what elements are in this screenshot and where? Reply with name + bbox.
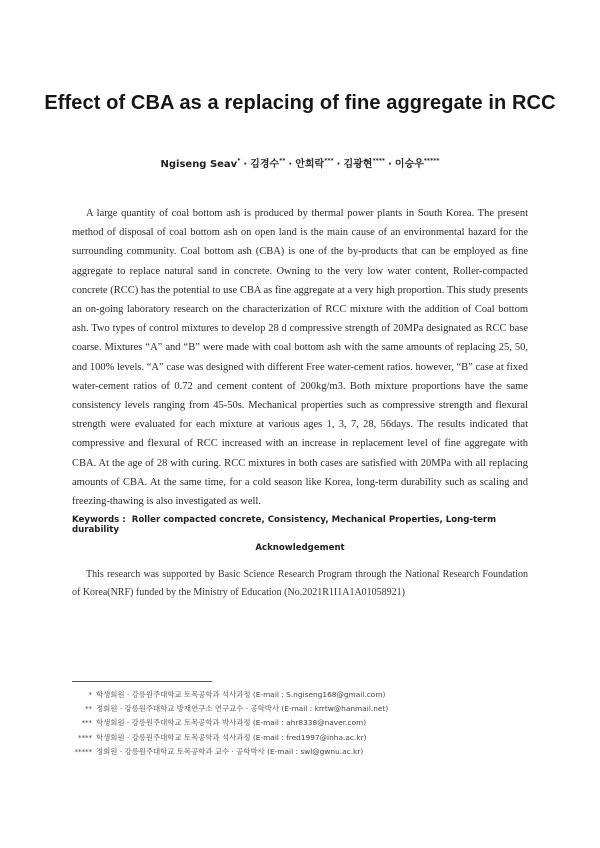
author-mark: *****	[423, 157, 440, 165]
footnote-list	[72, 688, 528, 759]
footnote-mark: ***	[81, 719, 92, 728]
footnote-divider	[72, 681, 212, 682]
keywords-label: Keywords :	[72, 515, 126, 525]
footnote-item	[72, 688, 528, 702]
footnote-mark: **	[85, 705, 92, 714]
author-mark: ****	[372, 157, 385, 165]
footnote-text: 정회원 · 강릉원주대학교 방재연구소 연구교수 · 공학박사 (E-mail : krrtw@hanmail.net)	[96, 704, 389, 714]
footnote-text: 학생회원 · 강릉원주대학교 토목공학과 석사과정 (E-mail : fred1997@inha.ac.kr)	[96, 732, 367, 742]
footnote-item	[72, 731, 528, 745]
author-separator: ·	[243, 159, 248, 170]
footnote-mark: *****	[74, 747, 92, 756]
author	[395, 159, 440, 170]
author	[161, 159, 241, 170]
author	[250, 159, 285, 170]
author-mark: ***	[324, 157, 334, 165]
footnote-item	[72, 716, 528, 730]
author-name: Ngiseng Seav	[160, 159, 238, 170]
keywords-text: Roller compacted concrete, Consistency, Mechanical Properties, Long-term durability	[72, 515, 497, 535]
abstract-paragraph: A large quantity of coal bottom ash is produced by thermal power plants in South Korea. The present method of disposal of coal bottom ash on open land is the main cause of an environmental hazard for the surrounding community. Coal bottom ash (CBA) is one of the by-products that can be employed as fine aggregate to replace natural sand in concrete. Owning to the very low water content, Roller-compacted concrete (RCC) has the potential to use CBA as fine aggregate at a very high proportion. This study presents an on-going laboratory research on the characterization of RCC mixture with the addition of Coal bottom ash. Two types of control mixtures to develop 28 d compressive strength of 20MPa designated as RCC base coarse. Mixtures “A” and “B” were made with coal bottom ash with the same amounts of replacing 25, 50, and 100% levels. “A” case was designed with different Free water-cement ratios. however, “B” case at fixed water-cement ratios of 0.72 and cement content of 200kg/m3. Both mixture proportions have the same consistency levels ranging from 45-50s. Mechanical properties such as compressive strength and flexural strength were evaluated for each mixture at various ages 1, 3, 7, 28, 56days. The results indicated that compressive and flexural of RCC increased with an increase in replacement level of fine aggregate with CBA. At the age of 28 with curing. RCC mixtures in both cases are satisfied with 20MPa with all replacing amounts of CBA. At the same time, for a cold season like Korea, long-term durability such as scaling and freezing-thawing is also investigated as well.	[72, 208, 528, 508]
author-name: 이승우	[394, 159, 424, 170]
acknowledgement-text: This research was supported by Basic Science Research Program through the National Research Foundation of Korea(NRF) funded by the Ministry of Education (No.2021R1I1A1A01058921)	[72, 569, 528, 598]
author	[295, 159, 333, 170]
acknowledgement-heading: Acknowledgement	[255, 543, 345, 553]
author-separator: ·	[388, 159, 392, 170]
author-mark: **	[279, 157, 286, 165]
author-separator: ·	[288, 159, 293, 170]
author-name: 김광현	[343, 159, 373, 170]
footnote-text: 학생회원 · 강릉원주대학교 토목공학과 박사과정 (E-mail : ahr8338@naver.com)	[96, 718, 367, 728]
footnote-mark: *	[88, 691, 92, 699]
author-name: 김경수	[250, 159, 280, 170]
author-separator: ·	[336, 159, 341, 170]
author-name: 안희락	[295, 159, 325, 170]
author-mark: *	[237, 157, 241, 165]
footnote-text: 정회원 · 강릉원주대학교 토목공학과 교수 · 공학박사 (E-mail : swl@gwnu.ac.kr)	[96, 746, 364, 756]
author-list	[0, 155, 600, 170]
footnote-text: 학생회원 · 강릉원주대학교 토목공학과 석사과정 (E-mail : S.ngiseng168@gmail.com)	[96, 690, 386, 699]
footnote-item	[72, 745, 528, 759]
footnote-mark: ****	[78, 733, 92, 742]
footnote-item	[72, 702, 528, 716]
keywords-line	[72, 515, 532, 535]
author	[343, 159, 385, 170]
paper-title: Effect of CBA as a replacing of fine aggregate in RCC	[44, 92, 556, 114]
